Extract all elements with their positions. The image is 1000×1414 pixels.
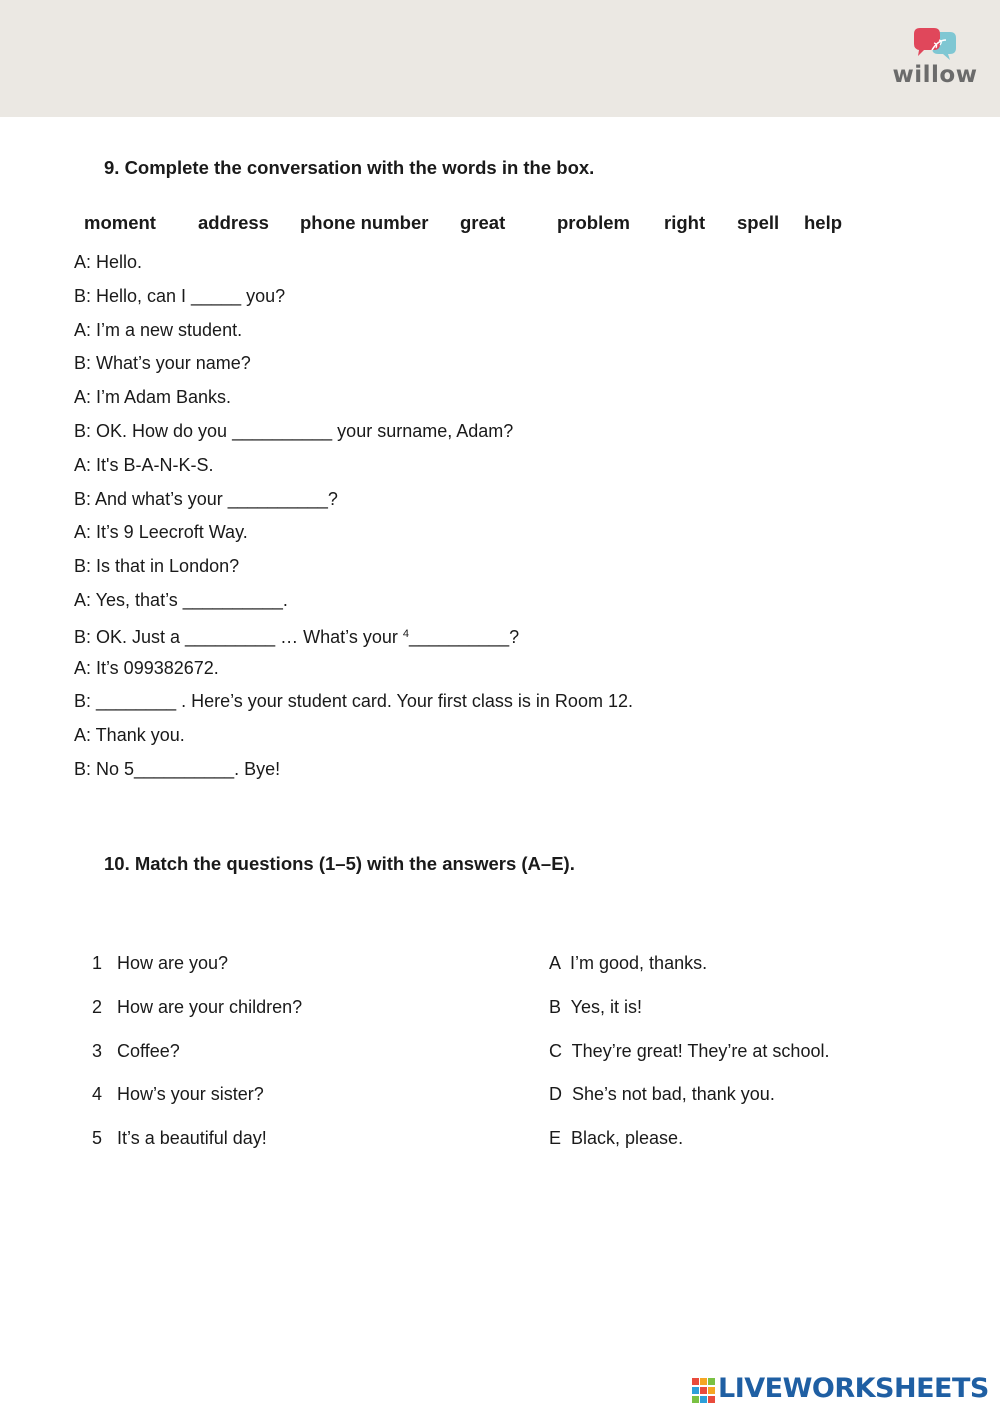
dialogue-line: B: What’s your name? — [74, 353, 251, 374]
answers-column — [549, 951, 829, 1170]
header-band — [0, 0, 1000, 117]
dialogue-line: A: It’s 099382672. — [74, 657, 219, 678]
dialogue-line: B: Hello, can I _____ you? — [74, 285, 286, 306]
dialogue-line: A: It’s 9 Leecroft Way. — [74, 522, 248, 543]
answer-item: B Yes, it is! — [549, 996, 643, 1017]
word-box-item: right — [664, 212, 706, 233]
dialogue-line: A: Yes, that’s __________. — [74, 589, 288, 610]
dialogue-line: B: No 5__________. Bye! — [74, 758, 281, 779]
question-item: 2 How are your children? — [92, 996, 303, 1017]
question-item: 3 Coffee? — [92, 1040, 180, 1061]
word-box-item: spell — [737, 212, 780, 233]
word-box-item: address — [198, 212, 269, 233]
answer-item: A I’m good, thanks. — [549, 953, 708, 973]
conversation — [74, 250, 633, 791]
dialogue-line — [74, 622, 633, 656]
question-item: 4 How’s your sister? — [92, 1084, 264, 1105]
answer-item: E Black, please. — [549, 1128, 684, 1149]
word-box-item: moment — [84, 212, 156, 233]
colored-blocks-icon — [692, 1378, 716, 1404]
word-box-item: phone number — [300, 212, 429, 233]
dialogue-line: A: I’m Adam Banks. — [74, 387, 232, 408]
logo-text: willow — [892, 62, 978, 88]
questions-column — [92, 951, 302, 1170]
dialogue-line: B: Is that in London? — [74, 556, 240, 577]
dialogue-line: A: Thank you. — [74, 725, 185, 746]
exercise-9-title: 9. Complete the conversation with the words in the box. — [104, 157, 595, 178]
answer-item: D She’s not bad, thank you. — [549, 1084, 775, 1105]
question-item: 5 It’s a beautiful day! — [92, 1128, 267, 1149]
liveworksheets-brand-text: LIVEWORKSHEETS — [718, 1373, 989, 1404]
word-box-item: great — [460, 212, 506, 233]
word-box-item: problem — [557, 212, 630, 233]
dialogue-line: A: Hello. — [74, 252, 143, 272]
answer-item: C They’re great! They’re at school. — [549, 1040, 830, 1061]
exercise-10-title: 10. Match the questions (1–5) with the answers (A–E). — [104, 853, 575, 874]
dialogue-line: A: I’m a new student. — [74, 319, 243, 340]
word-box-item: help — [804, 212, 843, 233]
willow-logo — [890, 28, 980, 94]
dialogue-line-gap: __________? — [408, 626, 520, 647]
dialogue-line: B: OK. How do you __________ your surname, Adam? — [74, 420, 514, 441]
dialogue-line: A: It's B-A-N-K-S. — [74, 454, 214, 475]
question-item: 1 How are you? — [92, 953, 229, 973]
dialogue-line: B: ________ . Here’s your student card. Your first class is in Room 12. — [74, 691, 633, 712]
gap-number: 4 — [402, 627, 409, 640]
dialogue-line-text: B: OK. Just a _________ … What’s your — [74, 626, 403, 647]
dialogue-line: B: And what’s your __________? — [74, 488, 338, 509]
